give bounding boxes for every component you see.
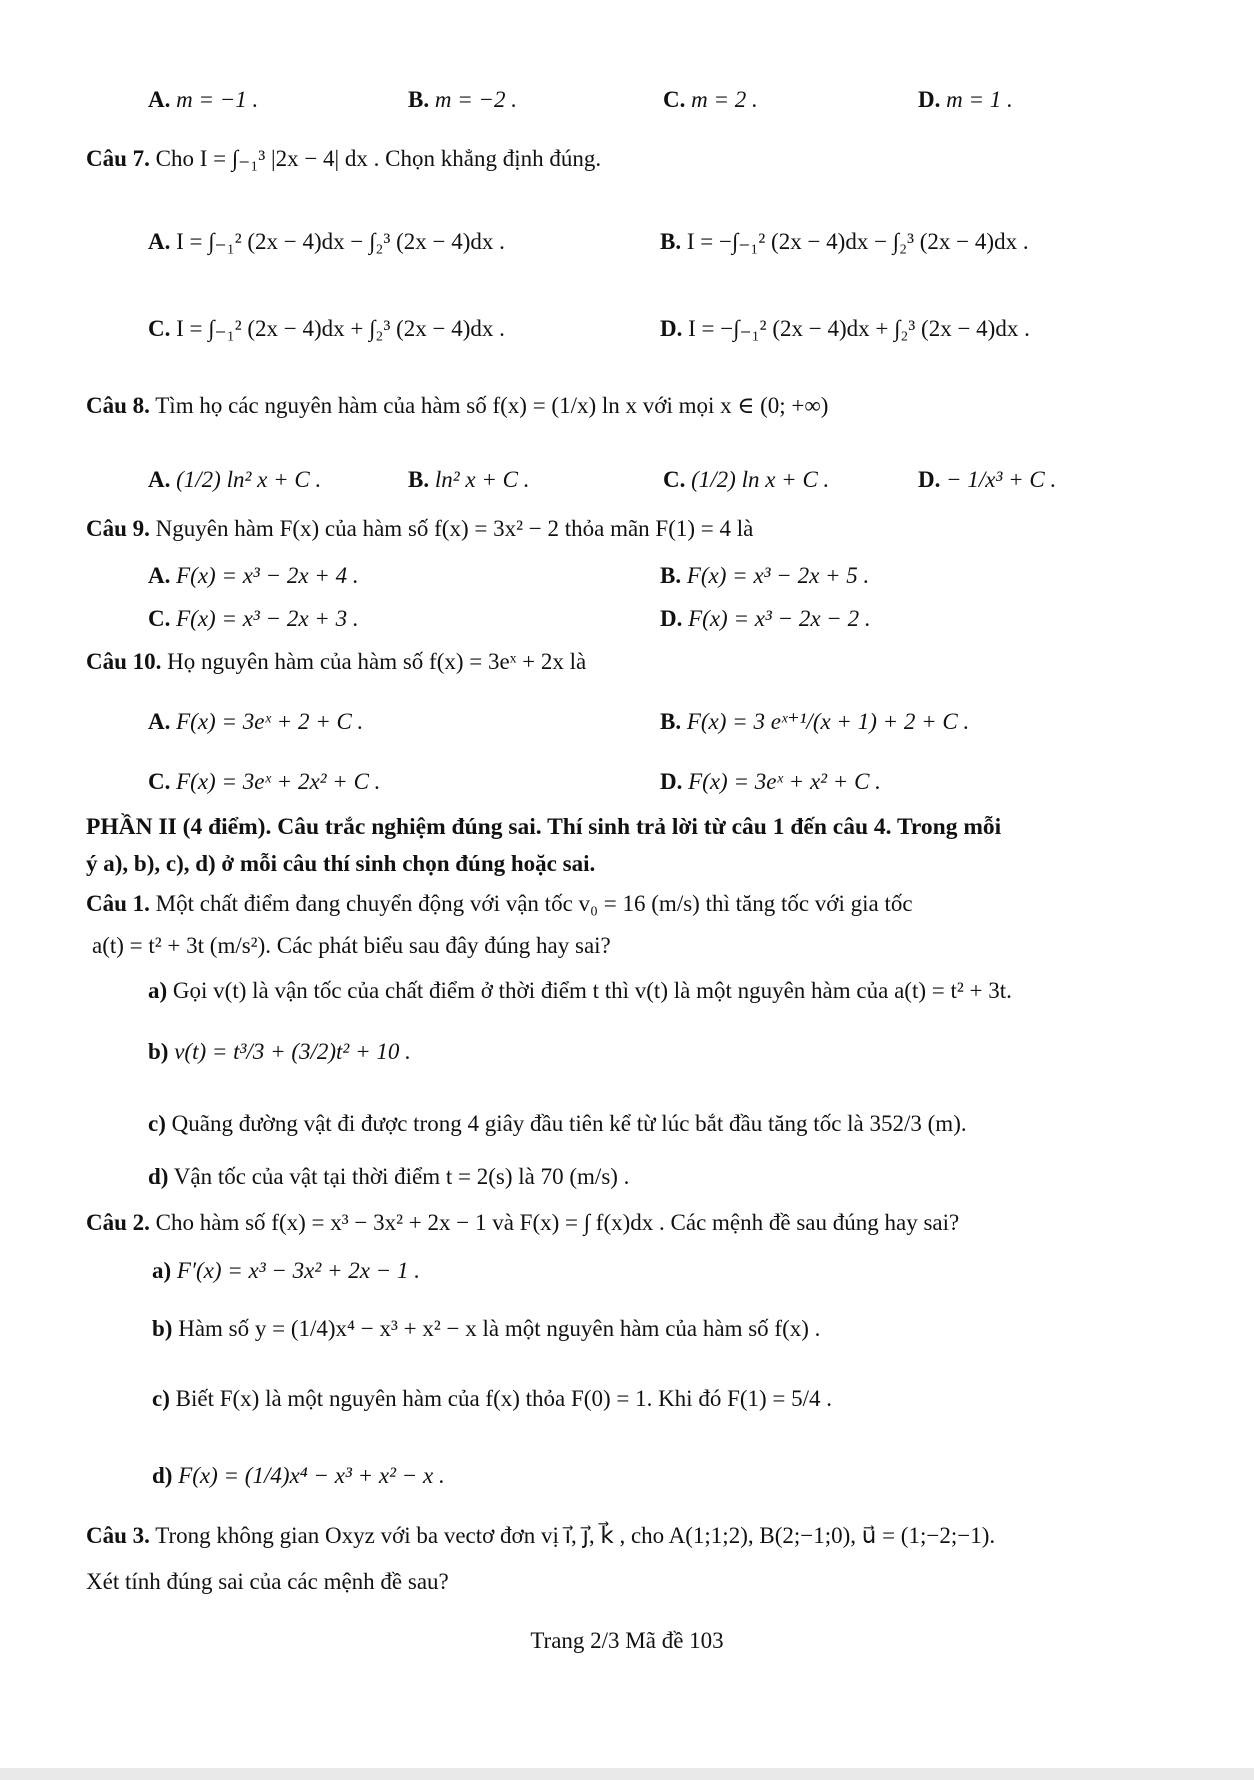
p2q1-stem-line1: Câu 1. Một chất điểm đang chuyển động với vận tốc v₀ = 16 (m/s) thì tăng tốc với gia tốc <box>86 891 913 916</box>
q7-option-b: B. I = −∫₋₁² (2x − 4)dx − ∫₂³ (2x − 4)dx . <box>660 229 1029 254</box>
q10-option-a: A. F(x) = 3eˣ + 2 + C . <box>148 709 364 734</box>
q9-option-c: C. F(x) = x³ − 2x + 3 . <box>148 606 359 631</box>
q10-stem: Câu 10. Họ nguyên hàm của hàm số f(x) = 3eˣ + 2x là <box>86 649 587 674</box>
q8-option-c: C. (1/2) ln x + C . <box>663 467 830 492</box>
q9-option-d: D. F(x) = x³ − 2x − 2 . <box>660 606 871 631</box>
q9-option-b: B. F(x) = x³ − 2x + 5 . <box>660 563 870 588</box>
p2q1-item-c: c) Quãng đường vật đi được trong 4 giây đầu tiên kể từ lúc bắt đầu tăng tốc là 352/3 (m). <box>148 1111 967 1136</box>
p2q2-item-b: b) Hàm số y = (1/4)x⁴ − x³ + x² − x là một nguyên hàm của hàm số f(x) . <box>152 1316 821 1341</box>
q6-option-d: D. m = 1 . <box>918 87 1013 112</box>
p2q1-item-b: b) v(t) = t³/3 + (3/2)t² + 10 . <box>148 1039 411 1064</box>
p2q1-item-a: a) Gọi v(t) là vận tốc của chất điểm ở thời điểm t thì v(t) là một nguyên hàm của a(t) = t² + 3t. <box>148 978 1012 1003</box>
p2q2-item-a: a) F′(x) = x³ − 3x² + 2x − 1 . <box>152 1258 421 1283</box>
part2-heading-line2: ý a), b), c), d) ở mỗi câu thí sinh chọn đúng hoặc sai. <box>86 851 596 876</box>
p2q3-stem-line2: Xét tính đúng sai của các mệnh đề sau? <box>86 1569 449 1594</box>
p2q3-stem-line1: Câu 3. Trong không gian Oxyz với ba vectơ đơn vị i⃗, j⃗, k⃗ , cho A(1;1;2), B(2;−1;0), u⃗ = (1;−2;−1). <box>86 1523 996 1548</box>
bottom-edge <box>0 1768 1254 1780</box>
p2q2-stem: Câu 2. Cho hàm số f(x) = x³ − 3x² + 2x − 1 và F(x) = ∫ f(x)dx . Các mệnh đề sau đúng hay sai? <box>86 1210 960 1235</box>
q7-option-d: D. I = −∫₋₁² (2x − 4)dx + ∫₂³ (2x − 4)dx . <box>660 316 1030 341</box>
q10-option-b: B. F(x) = 3 eˣ⁺¹/(x + 1) + 2 + C . <box>660 709 970 734</box>
q8-option-b: B. ln² x + C . <box>408 467 530 492</box>
q10-option-c: C. F(x) = 3eˣ + 2x² + C . <box>148 769 381 794</box>
part2-heading-line1: PHẦN II (4 điểm). Câu trắc nghiệm đúng sai. Thí sinh trả lời từ câu 1 đến câu 4. Trong mỗi <box>86 814 1002 840</box>
q6-option-b: B. m = −2 . <box>408 87 517 112</box>
q8-option-a: A. (1/2) ln² x + C . <box>148 467 322 492</box>
q7-stem: Câu 7. Cho I = ∫₋₁³ |2x − 4| dx . Chọn khẳng định đúng. <box>86 146 602 171</box>
q9-stem: Câu 9. Nguyên hàm F(x) của hàm số f(x) = 3x² − 2 thỏa mãn F(1) = 4 là <box>86 516 754 541</box>
q10-option-d: D. F(x) = 3eˣ + x² + C . <box>660 769 881 794</box>
p2q2-item-d: d) F(x) = (1/4)x⁴ − x³ + x² − x . <box>152 1463 445 1488</box>
p2q1-item-d: d) Vận tốc của vật tại thời điểm t = 2(s) là 70 (m/s) . <box>148 1164 630 1189</box>
q8-stem: Câu 8. Tìm họ các nguyên hàm của hàm số f(x) = (1/x) ln x với mọi x ∈ (0; +∞) <box>86 393 829 418</box>
q8-option-d: D. − 1/x³ + C . <box>918 467 1057 492</box>
p2q1-stem-line2: a(t) = t² + 3t (m/s²). Các phát biểu sau đây đúng hay sai? <box>92 933 611 958</box>
p2q2-item-c: c) Biết F(x) là một nguyên hàm của f(x) thỏa F(0) = 1. Khi đó F(1) = 5/4 . <box>152 1386 833 1411</box>
q7-option-c: C. I = ∫₋₁² (2x − 4)dx + ∫₂³ (2x − 4)dx . <box>148 316 505 341</box>
q9-option-a: A. F(x) = x³ − 2x + 4 . <box>148 563 359 588</box>
page-footer: Trang 2/3 Mã đề 103 <box>530 1628 724 1653</box>
q7-option-a: A. I = ∫₋₁² (2x − 4)dx − ∫₂³ (2x − 4)dx . <box>148 229 505 254</box>
q6-option-c: C. m = 2 . <box>663 87 758 112</box>
q6-option-a: A. m = −1 . <box>148 87 259 112</box>
